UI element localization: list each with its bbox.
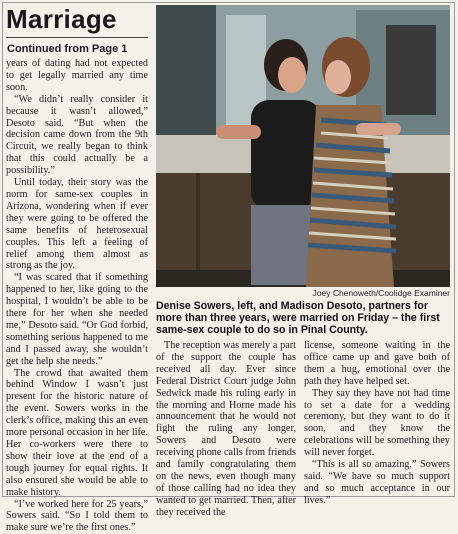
paragraph: Until today, their story was the norm for same-sex couples in Arizona, wondering when if ever they were going to be offered the same benefits of heterosexual couples. This left a feeling of relief among them almost as strong as the joy. [6,177,148,272]
photo-credit: Joey Chenoweth/Coolidge Examiner [312,288,450,298]
article-column-2 [156,340,296,518]
paragraph: license, someone waiting in the office came up and gave both of them a hug, emotional over the path they have helped set. [304,340,450,387]
paragraph: “I was scared that if something happened to her, like going to the hospital, I wouldn’t be able to be there for her when she needed me,” Desoto said. “Or God forbid, something serious happened to me and I passed away, she wouldn’t get the help she needs.” [6,272,148,367]
paragraph: They say they have not had time to set a date for a wedding ceremony, but they want to do it soon, and they know the celebrations will be something they will never forget. [304,387,450,459]
article-column-3 [304,340,450,506]
photo-caption: Denise Sowers, left, and Madison Desoto, partners for more than three years, were married on Friday – the first same-sex couple to do so in Pinal County. [156,300,440,336]
continued-label: Continued from Page 1 [7,43,128,55]
paragraph: “This is all so amazing,” Sowers said. “We have so much support and so much acceptance in our lives.” [304,459,450,506]
paragraph: “We didn’t really consider it because it wasn’t allowed,” Desoto said. “But when the decision came down from the 9th Circuit, we really began to think that this could actually be a possibility.” [6,93,148,177]
paragraph: The reception was merely a part of the support the couple has received all day. Ever since Federal District Court judge John Sedwick made his ruling early in the morning and Horne made his announcement that he would not fight the ruling any longer, Sowers and Desoto were receiving phone calls from friends and family congratulating them on the news, even though many of those calling had no idea they wanted to get married. Then, after they received the [156,340,296,518]
headline: Marriage [6,4,117,34]
photo-illustration [156,5,450,287]
headline-rule [6,37,148,38]
paragraph: years of dating had not expected to get legally married any time soon. [6,58,148,93]
article-column-1 [6,58,148,534]
wedding-photo [156,5,450,287]
paragraph: “I’ve worked here for 25 years,” Sowers said. “So I told them to make sure we’re the first ones.” [6,498,148,534]
paragraph: The crowd that awaited them behind Window I wasn’t just present for the historic nature of the event. Sowers works in the clerk’s office, making this an even more personal occasion in her life. Her co-workers were there to show their love at the end of a tough journey for equal rights. It also ensured she would be able to make history. [6,367,148,498]
